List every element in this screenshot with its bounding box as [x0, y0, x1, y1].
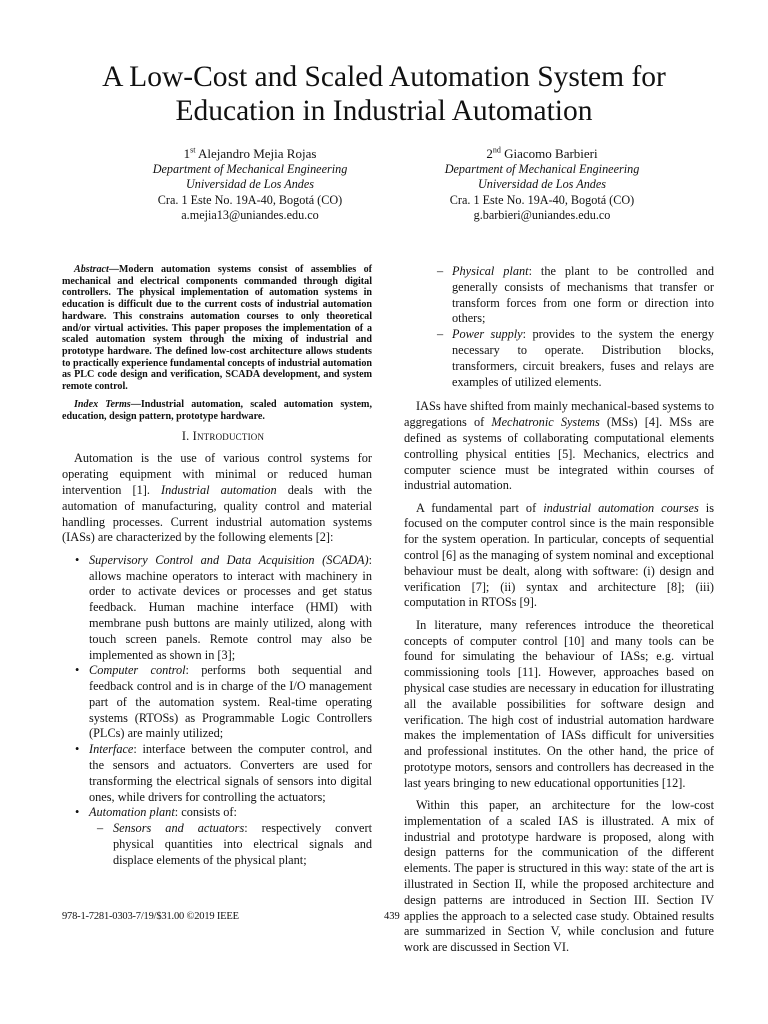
sub-list-item: – Physical plant: the plant to be controlled and generally consists of mechanisms that transfer or transform forces from one form or direction into others; [437, 264, 714, 326]
author-name-line: 2nd Giacomo Barbieri [486, 145, 598, 161]
author-department: Department of Mechanical Engineering [444, 162, 640, 176]
paper-title [40, 60, 728, 128]
left-column [62, 264, 372, 869]
author-university: Universidad de Los Andes [185, 177, 315, 192]
abstract [62, 264, 372, 393]
section-heading: I. Introduction [181, 429, 265, 444]
dash-icon: – [97, 821, 104, 836]
page-number: 439 [384, 911, 400, 922]
sub-list-item: – Sensors and actuators: respectively convert physical quantities into electrical signals and displace elements of the physical plant; [97, 821, 372, 867]
index-terms [62, 399, 372, 422]
author-university: Universidad de Los Andes [477, 177, 607, 192]
bullet-icon: • [75, 552, 80, 567]
author-name: Alejandro Mejia Rojas [197, 146, 317, 161]
author-name-line: 1st Alejandro Mejia Rojas [183, 145, 317, 161]
element-list [62, 553, 372, 869]
index-terms-text: —Industrial automation, scaled automation system, education, design pattern, prototype hardware. [62, 399, 372, 422]
bullet-icon: • [75, 742, 80, 757]
dash-icon: – [437, 327, 444, 342]
author-name: Giacomo Barbieri [504, 146, 598, 161]
author-email: a.mejia13@uniandes.edu.co [181, 207, 319, 222]
dash-icon: – [437, 264, 444, 278]
title-line-1: A Low-Cost and Scaled Automation System for [102, 61, 666, 93]
bullet-icon: • [75, 805, 80, 820]
paragraph-literature: In literature, many references introduce the theoretical concepts of computer control [10] and many tools can be found for simulating the behaviour of IASs; e.g. virtual commissioning tools [11]. However, approaches based on physical case studies are necessary in education for illustrating all the available possibilities for software design and verification. The high cost of industrial automation hardware makes the implementation of IASs difficult for universities and professional institutes. On the other hand, the price of prototype motors, sensors and controllers has decreased in the last years bringing to new educational opportunities [12]. [404, 617, 714, 790]
author-block-2 [392, 146, 692, 223]
right-column [404, 264, 714, 962]
list-item: • Supervisory Control and Data Acquisition (SCADA): allows machine operators to interact with machinery in order to activate devices or processes and get status feedback. Human machine interface (HMI) with membrane push buttons are mainly utilized, along with touch screen panels. Remote control may also be implemented as shown in [3]; [75, 552, 372, 662]
list-item: • Interface: interface between the computer control, and the sensors and actuators. Converters are used for transforming the electrical signals of sensors into digital ones, while drivers for controlling the actuators; [75, 742, 372, 804]
sub-list [89, 821, 372, 868]
paragraph-ias-shift: IASs have shifted from mainly mechanical-based systems to aggregations of Mechatronic Systems (MSs) [4]. MSs are defined as systems of collaborating computational elements controlling physical entities [5]. Mechanics, electrics and computer science must be integrated within courses of industrial automation. [404, 399, 714, 493]
paragraph-this-paper: Within this paper, an architecture for the low-cost implementation of a scaled IAS is illustrated. A mix of industrial and prototype hardware is proposed, along with design patterns for the communication of the different elements. The paper is structured in this way: state of the art is illustrated in Section II, while the proposed architecture and design patterns are introduced in Section III. Section IV applies the approach to a selected case study. Obtained results are summarized in Section V, while conclusion and future work are discussed in Section VI. [404, 798, 714, 955]
sub-list-item: – Power supply: provides to the system the energy necessary to operate. Distribution blocks, transformers, circuit breakers, fuses and relays are examples of utilized elements. [437, 327, 714, 389]
abstract-label: Abstract [74, 264, 109, 275]
paragraph-courses: A fundamental part of industrial automation courses is focused on the computer control since is the main responsible for the system operation. In particular, concepts of sequential control [6] as the managing of system nominal and exceptional behaviour must be dealt, along with software: (i) design and verification [7]; (ii) syntax and architecture [8]; (iii) computation in RTOSs [9]. [404, 500, 714, 610]
author-email: g.barbieri@uniandes.edu.co [473, 207, 611, 222]
abstract-text: —Modern automation systems consist of assemblies of mechanical and electrical components commanded through digital controllers. The physical implementation of automation systems in education is difficult due to the current costs of industrial automation hardware. This constrains automation courses to only theoretical and/or virtual activities. This paper proposes the implementation of a scaled automation system through the mixing of industrial and prototype hardware. The defined low-cost architecture allows students to practically experience fundamental concepts of industrial automation as PLC code design and verification, SCADA development, and system remote control. [62, 264, 372, 393]
author-address: Cra. 1 Este No. 19A-40, Bogotá (CO) [449, 192, 635, 207]
bullet-icon: • [75, 663, 80, 678]
list-item: • Automation plant: consists of: – Sensors and actuators: respectively convert physical quantities into electrical signals and displace elements of the physical plant; [75, 805, 372, 867]
index-terms-label: Index Terms [74, 399, 131, 411]
intro-paragraph-1: Automation is the use of various control systems for operating equipment with minimal or reduced human intervention [1]. Industrial automation deals with the automation of manufacturing, quality control and material handling processes. Current industrial automation systems (IASs) are characterized by the following elements [2]: [62, 451, 372, 545]
author-address: Cra. 1 Este No. 19A-40, Bogotá (CO) [157, 192, 343, 207]
footer-isbn: 978-1-7281-0303-7/19/$31.00 ©2019 IEEE [62, 911, 239, 922]
author-block-1 [100, 146, 400, 223]
title-line-2: Education in Industrial Automation [175, 95, 593, 127]
list-item: • Computer control: performs both sequential and feedback control and is in charge of the I/O management part of the automation system. Real-time operating systems (RTOSs) as Programmable Logic Controllers (PLCs) are mainly utilized; [75, 663, 372, 741]
author-department: Department of Mechanical Engineering [152, 162, 348, 176]
sub-list-continued [404, 264, 714, 390]
